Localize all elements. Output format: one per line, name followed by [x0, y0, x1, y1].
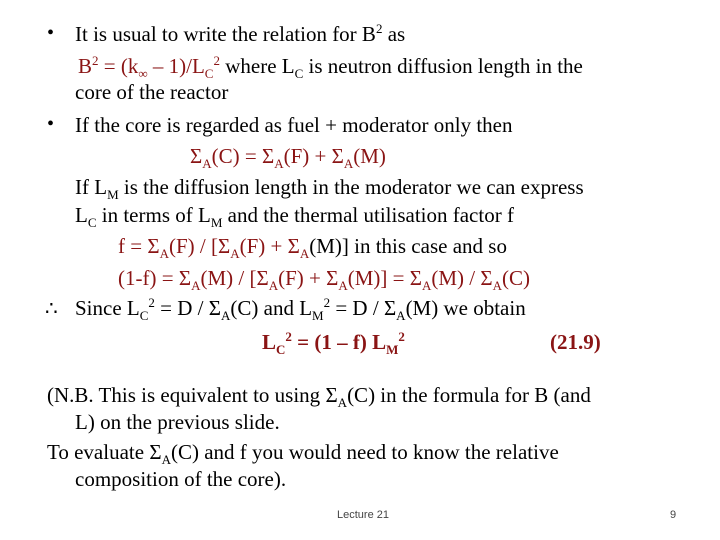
text-line-1	[75, 22, 405, 46]
footer-lecture: Lecture 21	[337, 509, 389, 521]
text-run: To evaluate	[47, 440, 150, 464]
text-run: 2	[285, 329, 292, 344]
equation-number	[550, 330, 601, 354]
text-run: A	[220, 308, 231, 323]
text-run: 2	[323, 295, 331, 310]
text-run: If L	[75, 175, 108, 199]
text-run: A	[159, 246, 169, 261]
formula-sigma-c	[190, 144, 386, 171]
text-run: 2	[92, 53, 99, 68]
text-run: (C)	[501, 266, 530, 290]
text-run: = D /	[330, 296, 384, 320]
text-run: B	[78, 54, 93, 78]
text-run: f =	[118, 234, 148, 258]
text-run: A	[337, 395, 348, 410]
text-run: Σ	[149, 440, 162, 464]
text-run: as	[382, 22, 406, 46]
text-run: M	[107, 187, 119, 202]
text-run: C	[204, 66, 214, 81]
text-run: C	[87, 215, 97, 230]
footer-page-number: 9	[670, 509, 677, 521]
text-run: 2	[398, 329, 405, 344]
text-run: Σ	[208, 296, 221, 320]
text-run: (F) +	[239, 234, 288, 258]
formula-21-9	[262, 329, 405, 357]
text-run: (M)] in this case and so	[309, 234, 507, 258]
text-run: A	[492, 278, 502, 293]
text-run: (M) / [	[200, 266, 257, 290]
formula-1-minus-f	[118, 266, 530, 293]
text-run: in terms of L	[96, 203, 211, 227]
text-run: Σ	[256, 266, 269, 290]
text-run: L) on the previous slide.	[75, 410, 280, 434]
text-run: composition of the core).	[75, 467, 287, 491]
text-run: A	[299, 246, 310, 261]
text-run: If the core is regarded as fuel + moderator only then	[75, 113, 513, 137]
text-run: (C) and f you would need to know the relative	[170, 440, 559, 464]
text-line-15	[75, 467, 286, 491]
text-run: A	[202, 156, 212, 171]
text-run: and the thermal utilisation factor f	[222, 203, 514, 227]
text-run: A	[343, 156, 354, 171]
text-run: A	[338, 278, 348, 293]
text-run: C	[139, 308, 149, 323]
text-run: (M) we obtain	[405, 296, 526, 320]
text-run: M	[312, 308, 324, 323]
text-run: A	[421, 278, 432, 293]
text-run: is the diffusion length in the moderator we can express	[118, 175, 584, 199]
text-run: = D /	[154, 296, 209, 320]
bullet-2: •	[47, 113, 55, 135]
text-line-4	[75, 113, 513, 137]
text-run: A	[161, 452, 171, 467]
text-run: Since L	[75, 296, 140, 320]
text-run: – 1)/L	[147, 54, 205, 78]
text-run: ∞	[138, 66, 148, 81]
text-run: is neutron diffusion length in the	[303, 54, 583, 78]
text-run: C	[294, 66, 304, 81]
text-run: C	[276, 342, 286, 357]
text-run: where L	[219, 54, 295, 78]
text-run: (C) and L	[230, 296, 313, 320]
text-run: (F) +	[283, 144, 332, 168]
text-run: A	[191, 278, 201, 293]
text-line-6	[75, 175, 584, 202]
text-line-14	[47, 440, 559, 467]
text-run: Σ	[331, 144, 344, 168]
text-run: (M) /	[431, 266, 481, 290]
text-run: (M)	[353, 144, 386, 168]
text-run: (N.B. This is equivalent to using	[47, 383, 326, 407]
text-run: Σ	[409, 266, 422, 290]
text-run: (F) / [	[168, 234, 218, 258]
text-run: (M)] =	[347, 266, 410, 290]
text-run: L	[262, 330, 277, 354]
text-run: Σ	[147, 234, 160, 258]
text-run: Σ	[325, 383, 338, 407]
text-run: A	[268, 278, 279, 293]
formula-f	[118, 234, 507, 261]
therefore-icon: ∴	[45, 298, 58, 320]
text-run: core of the reactor	[75, 80, 229, 104]
text-run: (1-f) =	[118, 266, 179, 290]
text-run: 2	[213, 53, 220, 68]
text-run: (C) =	[211, 144, 262, 168]
text-run: Σ	[480, 266, 493, 290]
text-run: Σ	[383, 296, 397, 320]
text-run: A	[396, 308, 406, 323]
text-run: It is usual to write the relation for B	[75, 22, 376, 46]
text-line-12	[47, 383, 591, 410]
bullet-1: •	[47, 22, 55, 44]
text-run: 2	[148, 295, 155, 310]
text-line-7	[75, 203, 514, 230]
text-run: Σ	[326, 266, 339, 290]
text-line-10	[75, 295, 526, 323]
text-run: M	[210, 215, 223, 230]
text-run: (F) +	[278, 266, 327, 290]
text-run: Σ	[190, 144, 203, 168]
text-run: A	[230, 246, 240, 261]
text-run: M	[386, 342, 399, 357]
text-line-3	[75, 80, 228, 104]
text-run: (C) in the formula for B (and	[347, 383, 591, 407]
text-run: Σ	[217, 234, 231, 258]
text-run: = (1 – f) L	[291, 330, 387, 354]
text-run: 2	[375, 21, 383, 36]
text-run: (21.9)	[550, 330, 601, 354]
formula-b-squared	[78, 53, 583, 81]
text-run: Σ	[287, 234, 300, 258]
text-line-13	[75, 410, 280, 434]
text-run: A	[274, 156, 284, 171]
text-run: Σ	[178, 266, 192, 290]
text-run: L	[75, 203, 88, 227]
text-run: = (k	[98, 54, 139, 78]
text-run: Σ	[261, 144, 275, 168]
